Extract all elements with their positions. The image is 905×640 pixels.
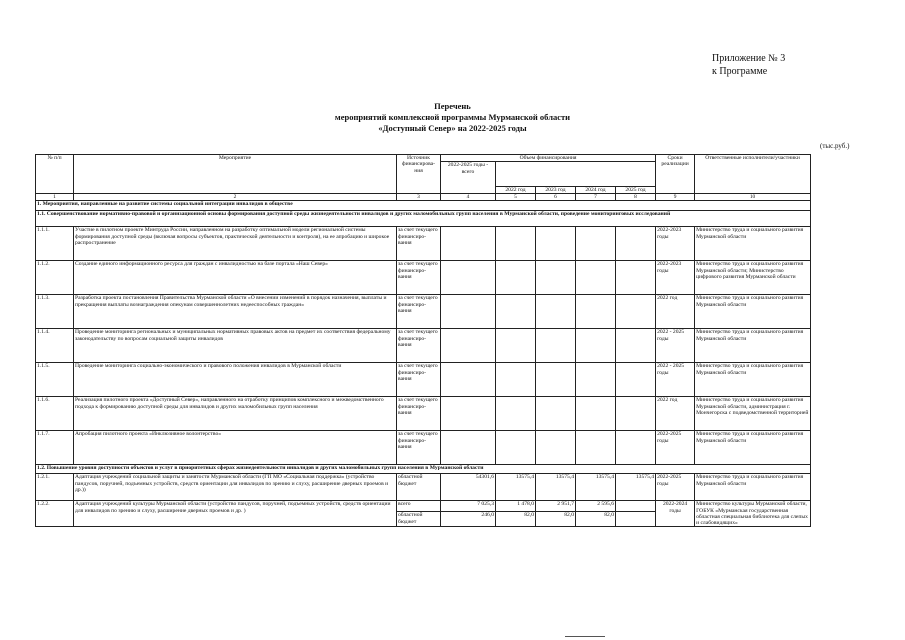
row-2024: 2 595,6 xyxy=(576,501,616,512)
row-responsible: Министерство труда и социального развития Мурманской области xyxy=(695,431,811,465)
row-period: 2022-2024 годы xyxy=(656,501,695,527)
row-num: 1.1.7. xyxy=(36,431,74,465)
row-2022: 82,0 xyxy=(496,512,536,527)
row-event: Адаптация учреждений культуры Мурманской области (устройство пандусов, поручней, подъемных устройств, средств ориентации для инвалидов по зрению и слуху, расширение дверных проемов и др. ) xyxy=(74,501,397,527)
row-event: Апробация пилотного проекта «Инклюзивное волонтерство» xyxy=(74,431,397,465)
row-period: 2022-2023 годы xyxy=(656,261,695,295)
row-period: 2022 - 2025 годы xyxy=(656,329,695,363)
row-2025: 13575,4 xyxy=(616,474,656,501)
row-source: за счет текущего финансиро-вания xyxy=(397,227,441,261)
row-source: за счет текущего финансиро-вания xyxy=(397,329,441,363)
row-2024: 13575,4 xyxy=(576,474,616,501)
row-responsible: Министерство труда и социального развития Мурманской области xyxy=(695,295,811,329)
row-2023: 82,0 xyxy=(536,512,576,527)
subsection-title: 1.1. Совершенствование нормативно-правовой и организационной основы формирования доступной среды жизнедеятельности инвалидов и других маломобильных групп населения в Мурманской области, проведение мониторинговых исследований xyxy=(36,211,811,227)
colnum: 8 xyxy=(616,194,656,201)
header-2024: 2024 год xyxy=(576,186,616,193)
colnum: 10 xyxy=(695,194,811,201)
row-2022: 1 478,0 xyxy=(496,501,536,512)
row-period: 2022 год xyxy=(656,295,695,329)
row-period: 2022 - 2025 годы xyxy=(656,363,695,397)
column-number-row xyxy=(36,194,811,201)
header-period: Сроки реализации xyxy=(656,155,695,194)
row-source: всего xyxy=(397,501,441,512)
row-total: 54301,6 xyxy=(441,474,496,501)
row-source: за счет текущего финансиро-вания xyxy=(397,261,441,295)
colnum: 4 xyxy=(441,194,496,201)
row-num: 1.2.1. xyxy=(36,474,74,501)
subsection-row xyxy=(36,465,811,474)
row-event: Адаптация учреждений социальной защиты и занятости Мурманской области (ГП МО «Социальная поддержка» (устройство пандусов, поручней, подъемных устройств, средств ориентации для инвалидов по зрению и слуху, расширение дверных проемов и др.)) xyxy=(74,474,397,501)
table-row xyxy=(36,363,811,397)
row-source: за счет текущего финансиро-вания xyxy=(397,397,441,431)
row-event: Участие в пилотном проекте Минтруда России, направленном на разработку оптимальной модели региональной системы формирования доступной среды (включая вопросы субъектов, практической деятельности и контроля), на ее апробацию и широкое распространение xyxy=(74,227,397,261)
document-title xyxy=(0,101,905,134)
row-responsible: Министерство труда и социального развития Мурманской области; Министерство цифрового развития Мурманской области xyxy=(695,261,811,295)
title-line3: «Доступный Север» на 2022-2025 годы xyxy=(378,123,527,133)
header-2023: 2023 год xyxy=(536,186,576,193)
row-2023: 13575,4 xyxy=(536,474,576,501)
row-responsible: Министерство труда и социального развития Мурманской области xyxy=(695,474,811,501)
row-source: областной бюджет xyxy=(397,474,441,501)
unit-label: (тыс.руб.) xyxy=(820,142,850,150)
row-num: 1.2.2. xyxy=(36,501,74,527)
header-total: 2022-2025 годы - всего xyxy=(441,162,496,194)
row-num: 1.1.2. xyxy=(36,261,74,295)
header-responsible: Ответственные исполнители/участники xyxy=(695,155,811,194)
table-row xyxy=(36,431,811,465)
row-responsible: Министерство труда и социального развития Мурманской области, администрация г. Мончегорска с подведомственной территорией xyxy=(695,397,811,431)
section-row xyxy=(36,201,811,211)
row-num: 1.1.4. xyxy=(36,329,74,363)
title-line2: мероприятий комплексной программы Мурманской области xyxy=(334,112,571,122)
page-footer-mark xyxy=(565,636,605,637)
row-source: областной бюджет xyxy=(397,512,441,527)
colnum: 9 xyxy=(656,194,695,201)
colnum: 6 xyxy=(536,194,576,201)
row-responsible: Министерство труда и социального развития Мурманской области xyxy=(695,227,811,261)
row-source: за счет текущего финансиро-вания xyxy=(397,363,441,397)
row-event: Создание единого информационного ресурса для граждан с инвалидностью на базе портала «Наш Север» xyxy=(74,261,397,295)
row-responsible: Министерство труда и социального развития Мурманской области xyxy=(695,329,811,363)
table-row xyxy=(36,261,811,295)
row-total: 7 025,3 xyxy=(441,501,496,512)
colnum: 1 xyxy=(36,194,74,201)
subsection-title: 1.2. Повышение уровня доступности объектов и услуг в приоритетных сферах жизнедеятельности инвалидов и других маломобильных групп населения в Мурманской области xyxy=(36,465,811,474)
table-row xyxy=(36,227,811,261)
row-event: Разработка проекта постановления Правительства Мурманской области «О внесении изменений в порядок назначения, выплаты и прекращения выплаты вознаграждения опекунам совершеннолетних недееспособных граждан» xyxy=(74,295,397,329)
row-event: Проведение мониторинга региональных и муниципальных нормативных правовых актов на предмет их соответствия федеральному законодательству по вопросам социальной защиты инвалидов xyxy=(74,329,397,363)
row-period: 2022-2025 годы xyxy=(656,474,695,501)
header-event: Мероприятие xyxy=(74,155,397,194)
row-event: Реализация пилотного проекта «Доступный Север», направленного на отработку принципов комплексного и межведомственного подхода к формированию доступной среды для инвалидов и других маломобильных групп населения xyxy=(74,397,397,431)
activities-table xyxy=(35,154,811,527)
colnum: 2 xyxy=(74,194,397,201)
row-period: 2022 год xyxy=(656,397,695,431)
row-num: 1.1.1. xyxy=(36,227,74,261)
header-volume: Объем финансирования xyxy=(441,155,656,162)
row-num: 1.1.6. xyxy=(36,397,74,431)
table-row xyxy=(36,474,811,501)
appendix-line1: Приложение № 3 xyxy=(712,53,786,64)
header-2022: 2022 год xyxy=(496,186,536,193)
table-row xyxy=(36,295,811,329)
row-num: 1.1.3. xyxy=(36,295,74,329)
table-row xyxy=(36,329,811,363)
header-source: Источник финансирова-ния xyxy=(397,155,441,194)
row-source: за счет текущего финансиро-вания xyxy=(397,431,441,465)
row-2023: 2 951,7 xyxy=(536,501,576,512)
row-source: за счет текущего финансиро-вания xyxy=(397,295,441,329)
header-2025: 2025 год xyxy=(616,186,656,193)
header-num: № п/п xyxy=(36,155,74,194)
appendix-note xyxy=(712,52,785,78)
table-row xyxy=(36,397,811,431)
row-responsible: Министерство труда и социального развития Мурманской области xyxy=(695,363,811,397)
table-row xyxy=(36,501,811,512)
row-responsible: Министерство культуры Мурманской области, ГОБУК «Мурманская государственная областная специальная библиотека для слепых и слабовидящих» xyxy=(695,501,811,527)
subsection-row xyxy=(36,211,811,227)
row-2022: 13575,4 xyxy=(496,474,536,501)
colnum: 5 xyxy=(496,194,536,201)
header-row-1 xyxy=(36,155,811,162)
colnum: 3 xyxy=(397,194,441,201)
row-total: 246,0 xyxy=(441,512,496,527)
colnum: 7 xyxy=(576,194,616,201)
row-num: 1.1.5. xyxy=(36,363,74,397)
row-period: 2022-2025 годы xyxy=(656,431,695,465)
appendix-line2: к Программе xyxy=(712,66,768,77)
section-title: 1. Мероприятия, направленные на развитие системы социальной интеграции инвалидов в обществе xyxy=(36,201,811,211)
row-period: 2022-2023 годы xyxy=(656,227,695,261)
title-line1: Перечень xyxy=(434,101,471,111)
row-2024: 82,0 xyxy=(576,512,616,527)
row-event: Проведение мониторинга социально-экономического и правового положения инвалидов в Мурманской области xyxy=(74,363,397,397)
